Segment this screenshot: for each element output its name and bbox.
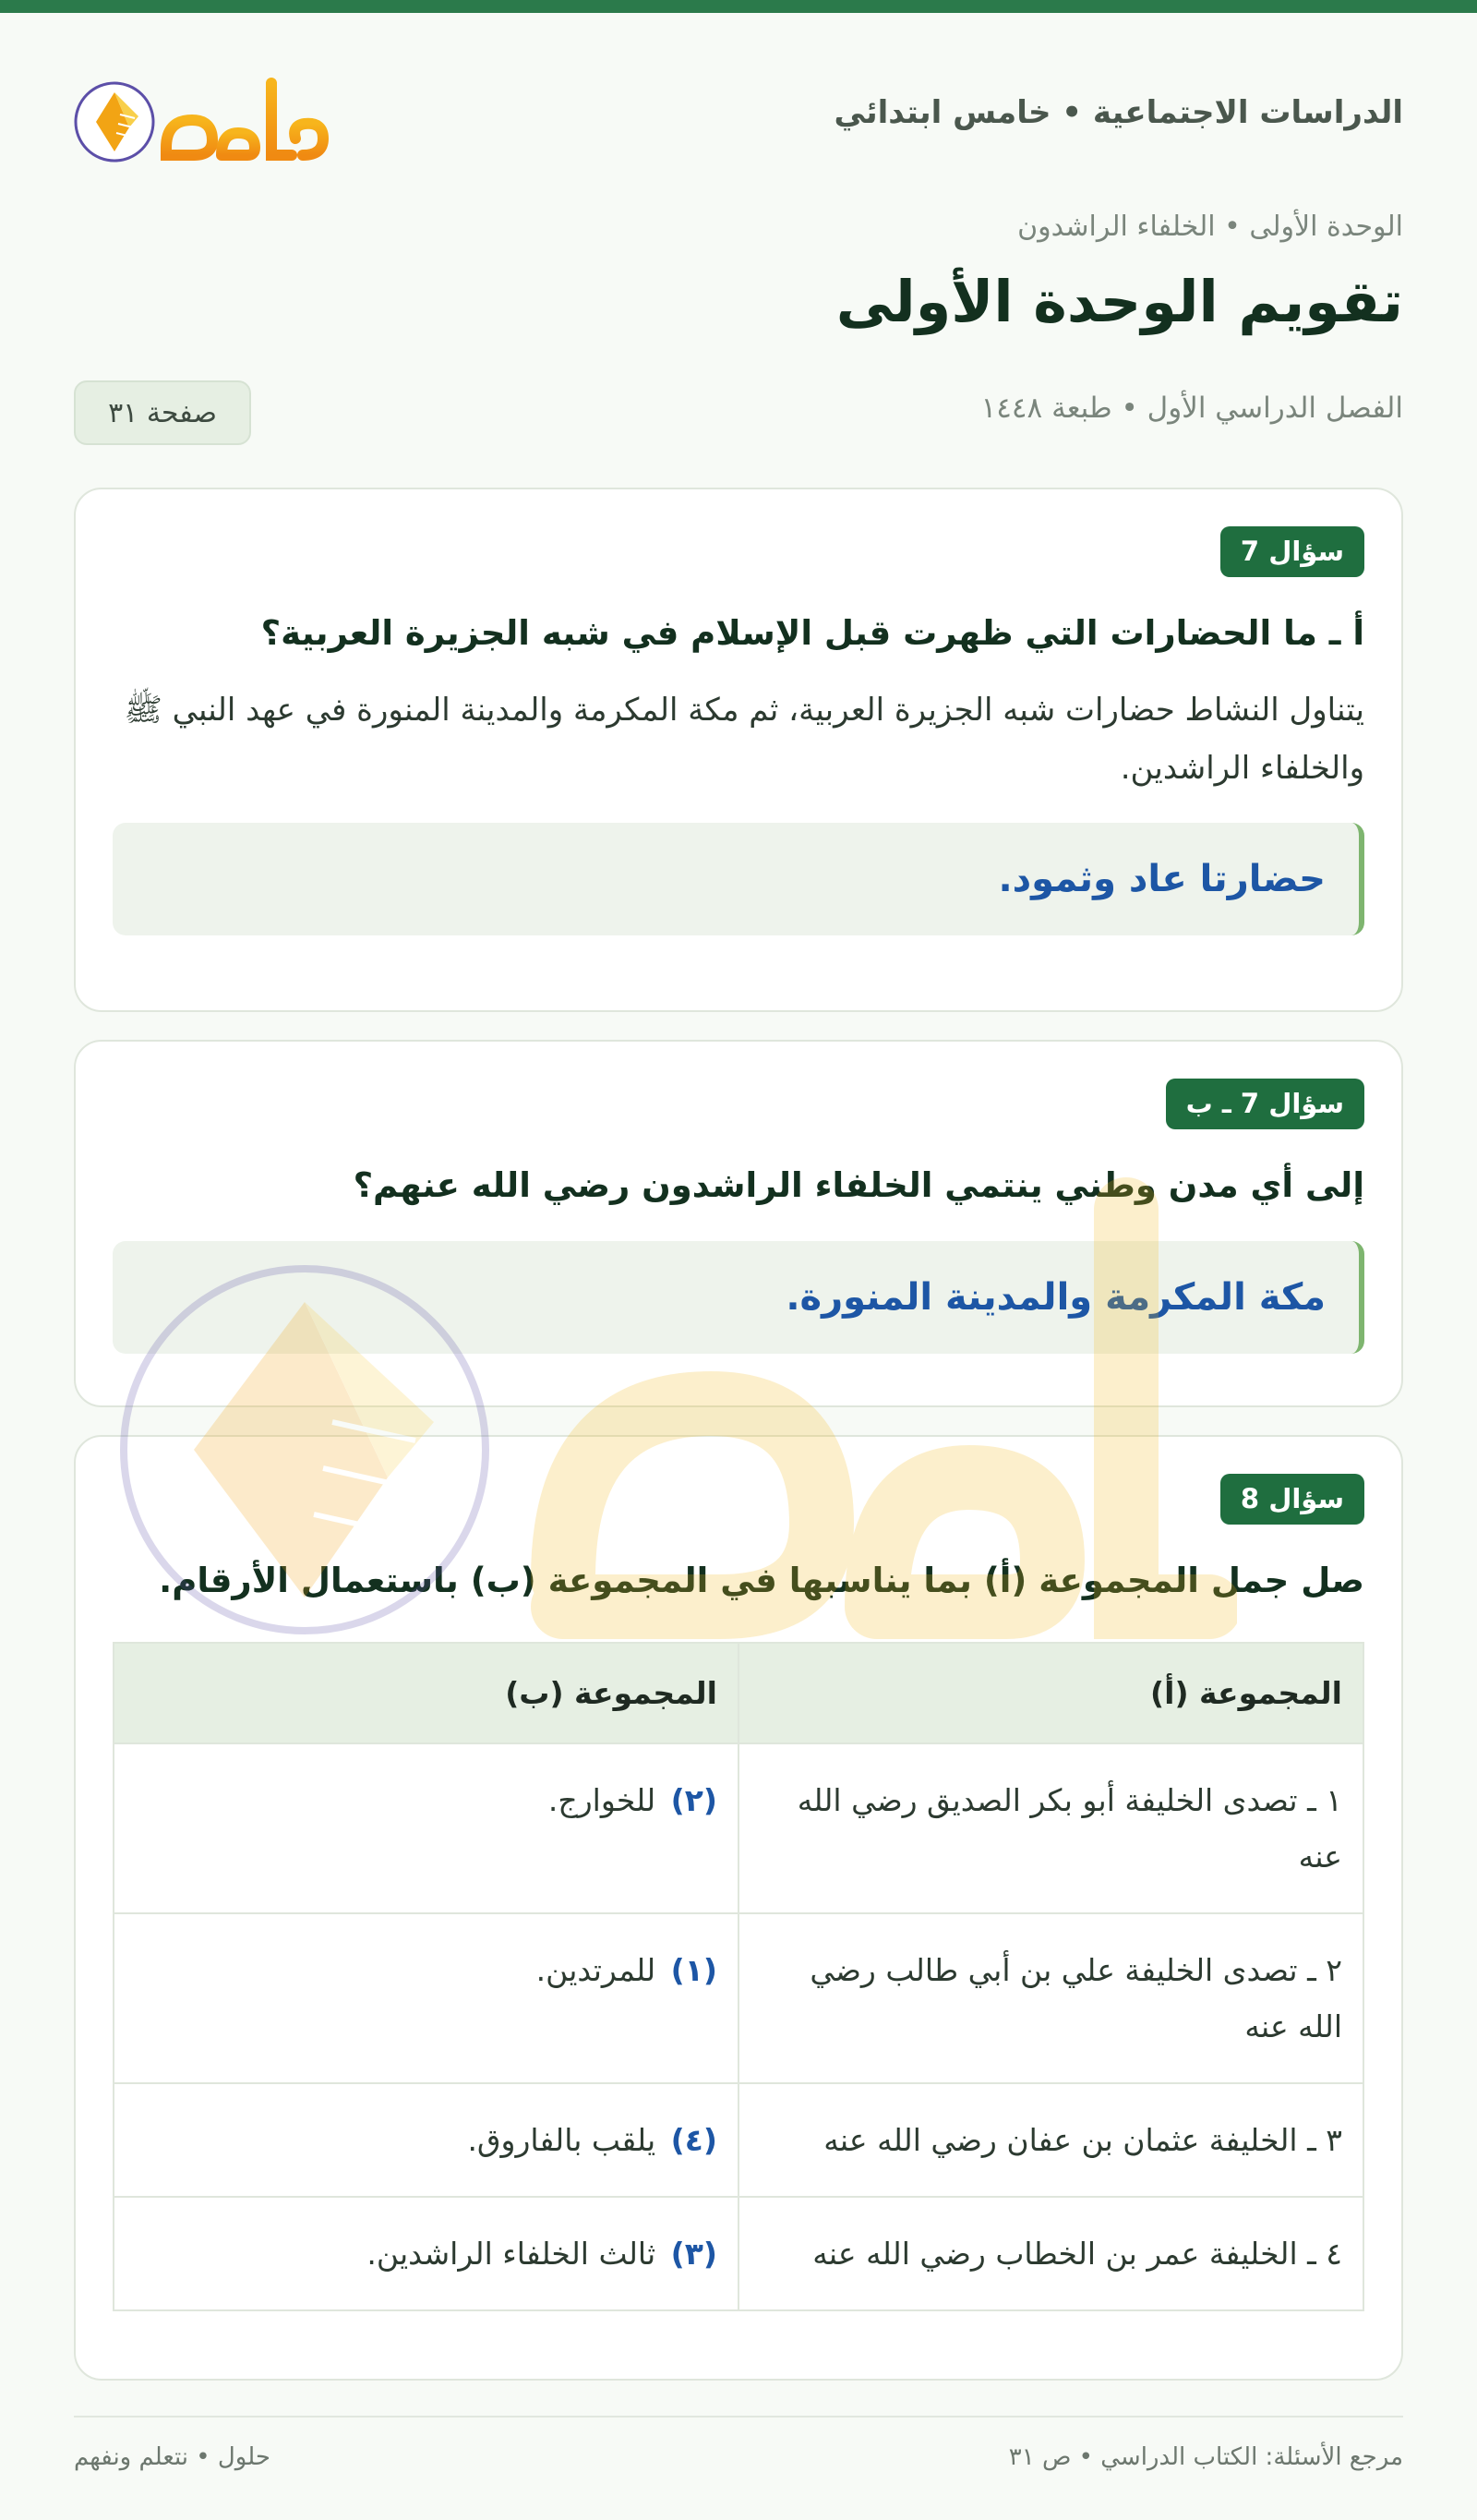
group-b-cell [114, 2083, 738, 2197]
group-a-cell: ٣ ـ الخليفة عثمان بن عفان رضي الله عنه [738, 2083, 1363, 2197]
table-row [114, 2083, 1363, 2197]
question-title: أ ـ ما الحضارات التي ظهرت قبل الإسلام في شبه الجزيرة العربية؟ [260, 612, 1364, 653]
question-title: إلى أي مدن وطني ينتمي الخلفاء الراشدون رضي الله عنهم؟ [353, 1164, 1364, 1205]
match-number: (٣) [670, 2235, 717, 2272]
question-badge: سؤال 8 [1220, 1474, 1364, 1525]
page-title: تقويم الوحدة الأولى [835, 268, 1403, 335]
answer-box: حضارتا عاد وثمود. [113, 823, 1364, 935]
group-b-text: للخوارج. [547, 1781, 656, 1818]
table-row [114, 1913, 1363, 2083]
question-card [74, 1040, 1403, 1407]
group-b-text: يلقب بالفاروق. [467, 2121, 656, 2158]
footer-reference: مرجع الأسئلة: الكتاب الدراسي • ص ٣١ [1008, 2443, 1403, 2471]
column-header-group-a: المجموعة (أ) [738, 1643, 1363, 1743]
group-b-text: ثالث الخلفاء الراشدين. [366, 2235, 656, 2272]
group-a-cell: ١ ـ تصدى الخليفة أبو بكر الصديق رضي الله عنه [738, 1743, 1363, 1913]
hulool-logo[interactable] [74, 55, 351, 185]
group-b-cell [114, 1913, 738, 2083]
table-row [114, 1743, 1363, 1913]
question-body: يتناول النشاط حضارات شبه الجزيرة العربية، ثم مكة المكرمة والمدينة المنورة في عهد النبي ﷺ والخلفاء الراشدين. [124, 691, 1364, 787]
answer-box: مكة المكرمة والمدينة المنورة. [113, 1241, 1364, 1354]
footer-divider [74, 2416, 1403, 2418]
match-number: (٢) [670, 1781, 717, 1818]
question-card [74, 488, 1403, 1012]
table-row [114, 2197, 1363, 2310]
match-number: (٤) [670, 2121, 717, 2158]
group-b-cell [114, 2197, 738, 2310]
group-a-cell: ٢ ـ تصدى الخليفة علي بن أبي طالب رضي الله عنه [738, 1913, 1363, 2083]
question-title: صل جمل المجموعة (أ) بما يناسبها في المجموعة (ب) باستعمال الأرقام. [159, 1560, 1364, 1600]
group-a-cell: ٤ ـ الخليفة عمر بن الخطاب رضي الله عنه [738, 2197, 1363, 2310]
question-badge: سؤال 7 ـ ب [1166, 1079, 1364, 1129]
logo-mark-icon [74, 55, 351, 185]
question-badge: سؤال 7 [1220, 526, 1364, 577]
page-header [74, 55, 1403, 185]
subject-title: الدراسات الاجتماعية • خامس ابتدائي [834, 94, 1403, 131]
page-number-badge: صفحة ٣١ [74, 380, 251, 445]
group-b-text: للمرتدين. [535, 1951, 656, 1988]
matching-table [113, 1642, 1364, 2311]
column-header-group-b: المجموعة (ب) [114, 1643, 738, 1743]
edition-meta: الفصل الدراسي الأول • طبعة ١٤٤٨ [980, 392, 1403, 425]
top-accent-bar [0, 0, 1477, 13]
breadcrumb: الوحدة الأولى • الخلفاء الراشدون [1017, 211, 1403, 243]
match-number: (١) [670, 1951, 717, 1988]
footer-brand: حلول • نتعلم ونفهم [74, 2443, 270, 2471]
question-card [74, 1435, 1403, 2381]
group-b-cell [114, 1743, 738, 1913]
